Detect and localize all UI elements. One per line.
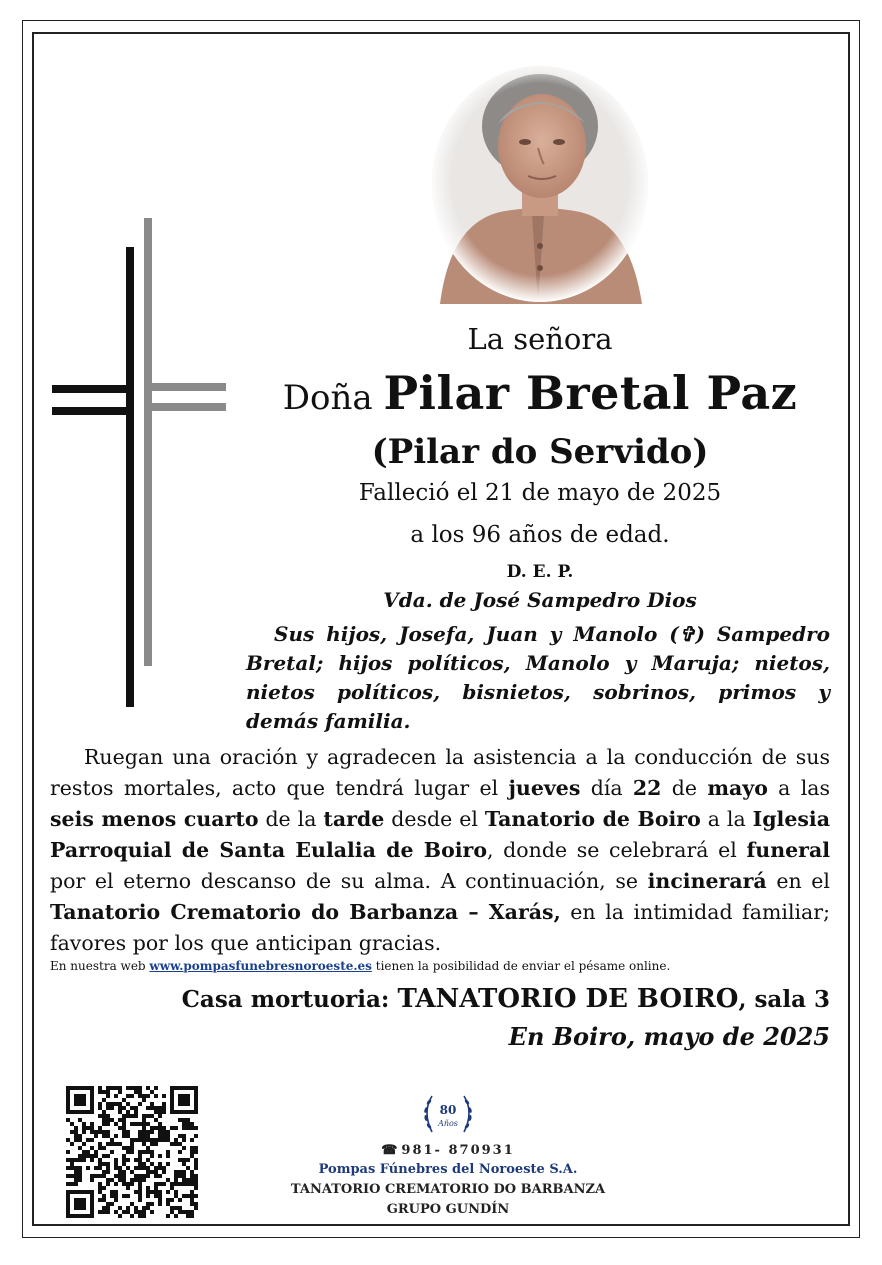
honorific: Doña [282,378,373,418]
badge-word: Años [438,1119,458,1128]
full-name: Pilar Bretal Paz [383,366,798,420]
funeral-home-name: TANATORIO DE BOIRO [397,984,739,1014]
text: por el eterno descanso de su alma. A continuación, se [50,869,648,893]
text-bold: Tanatorio de Boiro [484,807,701,831]
text: en la intimidad familiar; favores por los que anticipan gracias. [50,900,830,955]
deceased-name [240,366,840,420]
text-bold: jueves [508,776,581,800]
badge-number: 80 [439,1103,457,1117]
funeral-home-label: Casa mortuoria: [181,986,398,1013]
text-bold: funeral [746,838,831,862]
text-bold: seis menos cuarto [50,807,259,831]
nickname: (Pilar do Servido) [371,432,709,472]
phone-line [262,1143,634,1158]
group-name: GRUPO GUNDÍN [386,1202,510,1217]
funeral-home-line [182,984,830,1014]
text: a las [767,776,831,800]
text-bold: Iglesia Parroquial de Santa Eulalia de Boiro [50,807,830,862]
family-list: Sus hijos, Josefa, Juan y Manolo (✞) Sampedro Bretal; hijos políticos, Manolo y Maruja; nietos, nietos políticos, bisnietos, sobrinos, primos y demás familia. [246,622,830,733]
text: tienen la posibilidad de enviar el pésame online. [371,959,671,973]
phone-icon: ☎ [381,1143,398,1158]
text: de la [258,807,324,831]
widow-line: Vda. de José Sampedro Dios [383,588,697,612]
text-bold: tarde [323,807,385,831]
website-link[interactable]: www.pompasfunebresnoroeste.es [149,959,372,973]
phone-number[interactable]: 981- 870931 [401,1143,515,1158]
text: de [661,776,708,800]
qr-code[interactable] [66,1086,198,1218]
deceased-portrait [430,64,650,304]
closing-place-date: En Boiro, mayo de 2025 [508,1022,830,1051]
text-bold: 22 [632,776,662,800]
text: , donde se celebrará el [487,838,747,862]
ceremony-details [50,742,830,959]
cross-icon [50,215,230,715]
text: día [580,776,633,800]
text-bold: mayo [707,776,768,800]
company-name: Pompas Fúnebres del Noroeste S.A. [318,1162,578,1177]
text-bold: incinerará [647,869,767,893]
text: En nuestra web [50,959,150,973]
death-date-line: Falleció el 21 de mayo de 2025 [358,480,722,506]
web-note [50,959,830,973]
age-line: a los 96 años de edad. [410,522,670,548]
text: desde el [384,807,485,831]
funeral-home-room: , sala 3 [738,986,830,1013]
anniversary-badge [414,1084,482,1144]
crematorium-name: TANATORIO CREMATORIO DO BARBANZA [290,1182,606,1197]
text: Ruegan una oración y agradecen la asistencia a la conducción de sus restos mortales, acto que tendrá lugar el [50,745,830,800]
text: a la [700,807,753,831]
text: en el [766,869,830,893]
title-prefix: La señora [467,322,613,356]
text-bold: Tanatorio Crematorio do Barbanza – Xarás, [50,900,561,924]
dep-line: D. E. P. [506,562,574,582]
